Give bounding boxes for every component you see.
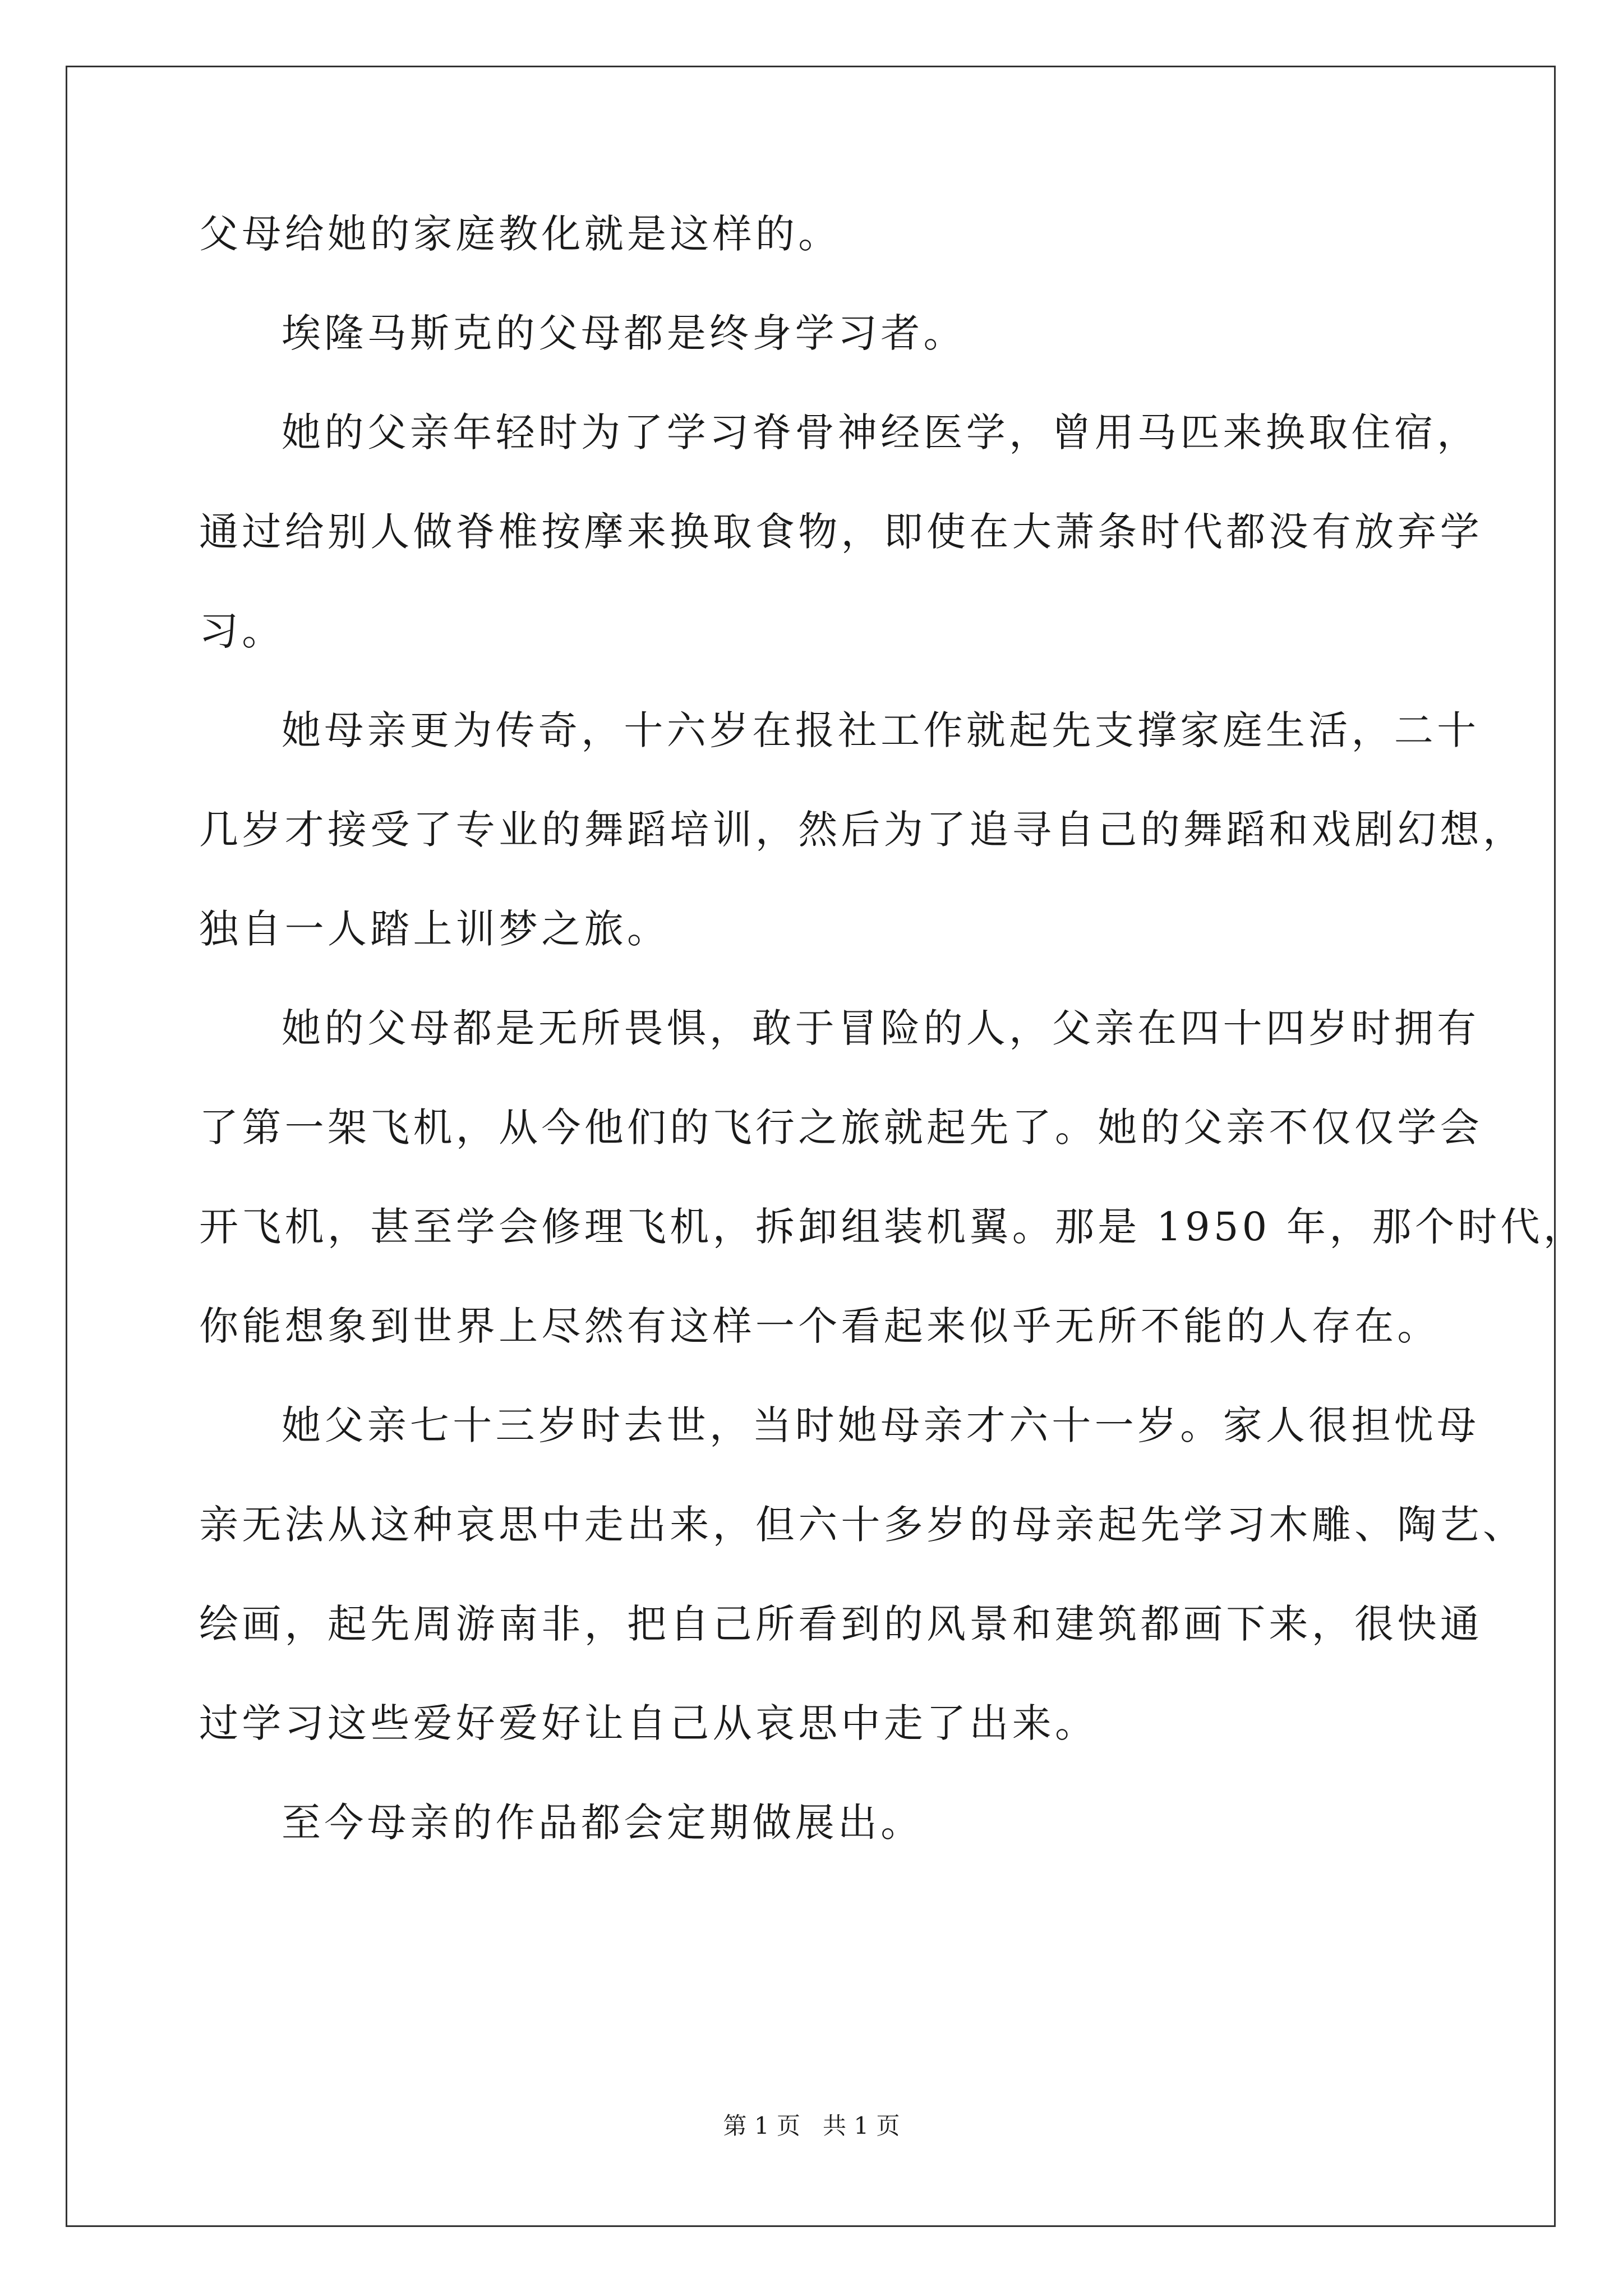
paragraph-2-line-1: 埃隆马斯克的父母都是终身学习者。	[282, 310, 966, 356]
paragraph-3-line-3: 习。	[199, 608, 285, 654]
paragraph-6-line-2: 亲无法从这种哀思中走出来，但六十多岁的母亲起先学习木雕、陶艺、	[199, 1502, 1526, 1548]
paragraph-4-line-1: 她母亲更为传奇，十六岁在报社工作就起先支撑家庭生活，二十	[282, 707, 1480, 753]
paragraph-5-line-4: 你能想象到世界上尽然有这样一个看起来似乎无所不能的人存在。	[199, 1303, 1440, 1349]
page-number-footer: 第 1 页 共 1 页	[723, 2112, 900, 2139]
paragraph-4-line-2: 几岁才接受了专业的舞蹈培训，然后为了追寻自己的舞蹈和戏剧幻想，	[199, 807, 1526, 853]
paragraph-5-line-2: 了第一架飞机，从今他们的飞行之旅就起先了。她的父亲不仅仅学会	[199, 1105, 1483, 1151]
paragraph-6-line-3: 绘画，起先周游南非，把自己所看到的风景和建筑都画下来，很快通	[199, 1601, 1483, 1647]
paragraph-6-line-1: 她父亲七十三岁时去世，当时她母亲才六十一岁。家人很担忧母	[282, 1402, 1480, 1448]
paragraph-5-line-1: 她的父母都是无所畏惧，敢于冒险的人，父亲在四十四岁时拥有	[282, 1005, 1480, 1051]
paragraph-7-line-1: 至今母亲的作品都会定期做展出。	[282, 1800, 924, 1846]
paragraph-1-line-1: 父母给她的家庭教化就是这样的。	[199, 211, 841, 257]
paragraph-5-line-3: 开飞机，甚至学会修理飞机，拆卸组装机翼。那是 1950 年，那个时代，	[199, 1204, 1587, 1250]
paragraph-6-line-4: 过学习这些爱好爱好让自己从哀思中走了出来。	[199, 1700, 1098, 1746]
paragraph-3-line-2: 通过给别人做脊椎按摩来换取食物，即使在大萧条时代都没有放弃学	[199, 509, 1483, 555]
paragraph-3-line-1: 她的父亲年轻时为了学习脊骨神经医学，曾用马匹来换取住宿，	[282, 409, 1480, 455]
paragraph-4-line-3: 独自一人踏上训梦之旅。	[199, 906, 670, 952]
